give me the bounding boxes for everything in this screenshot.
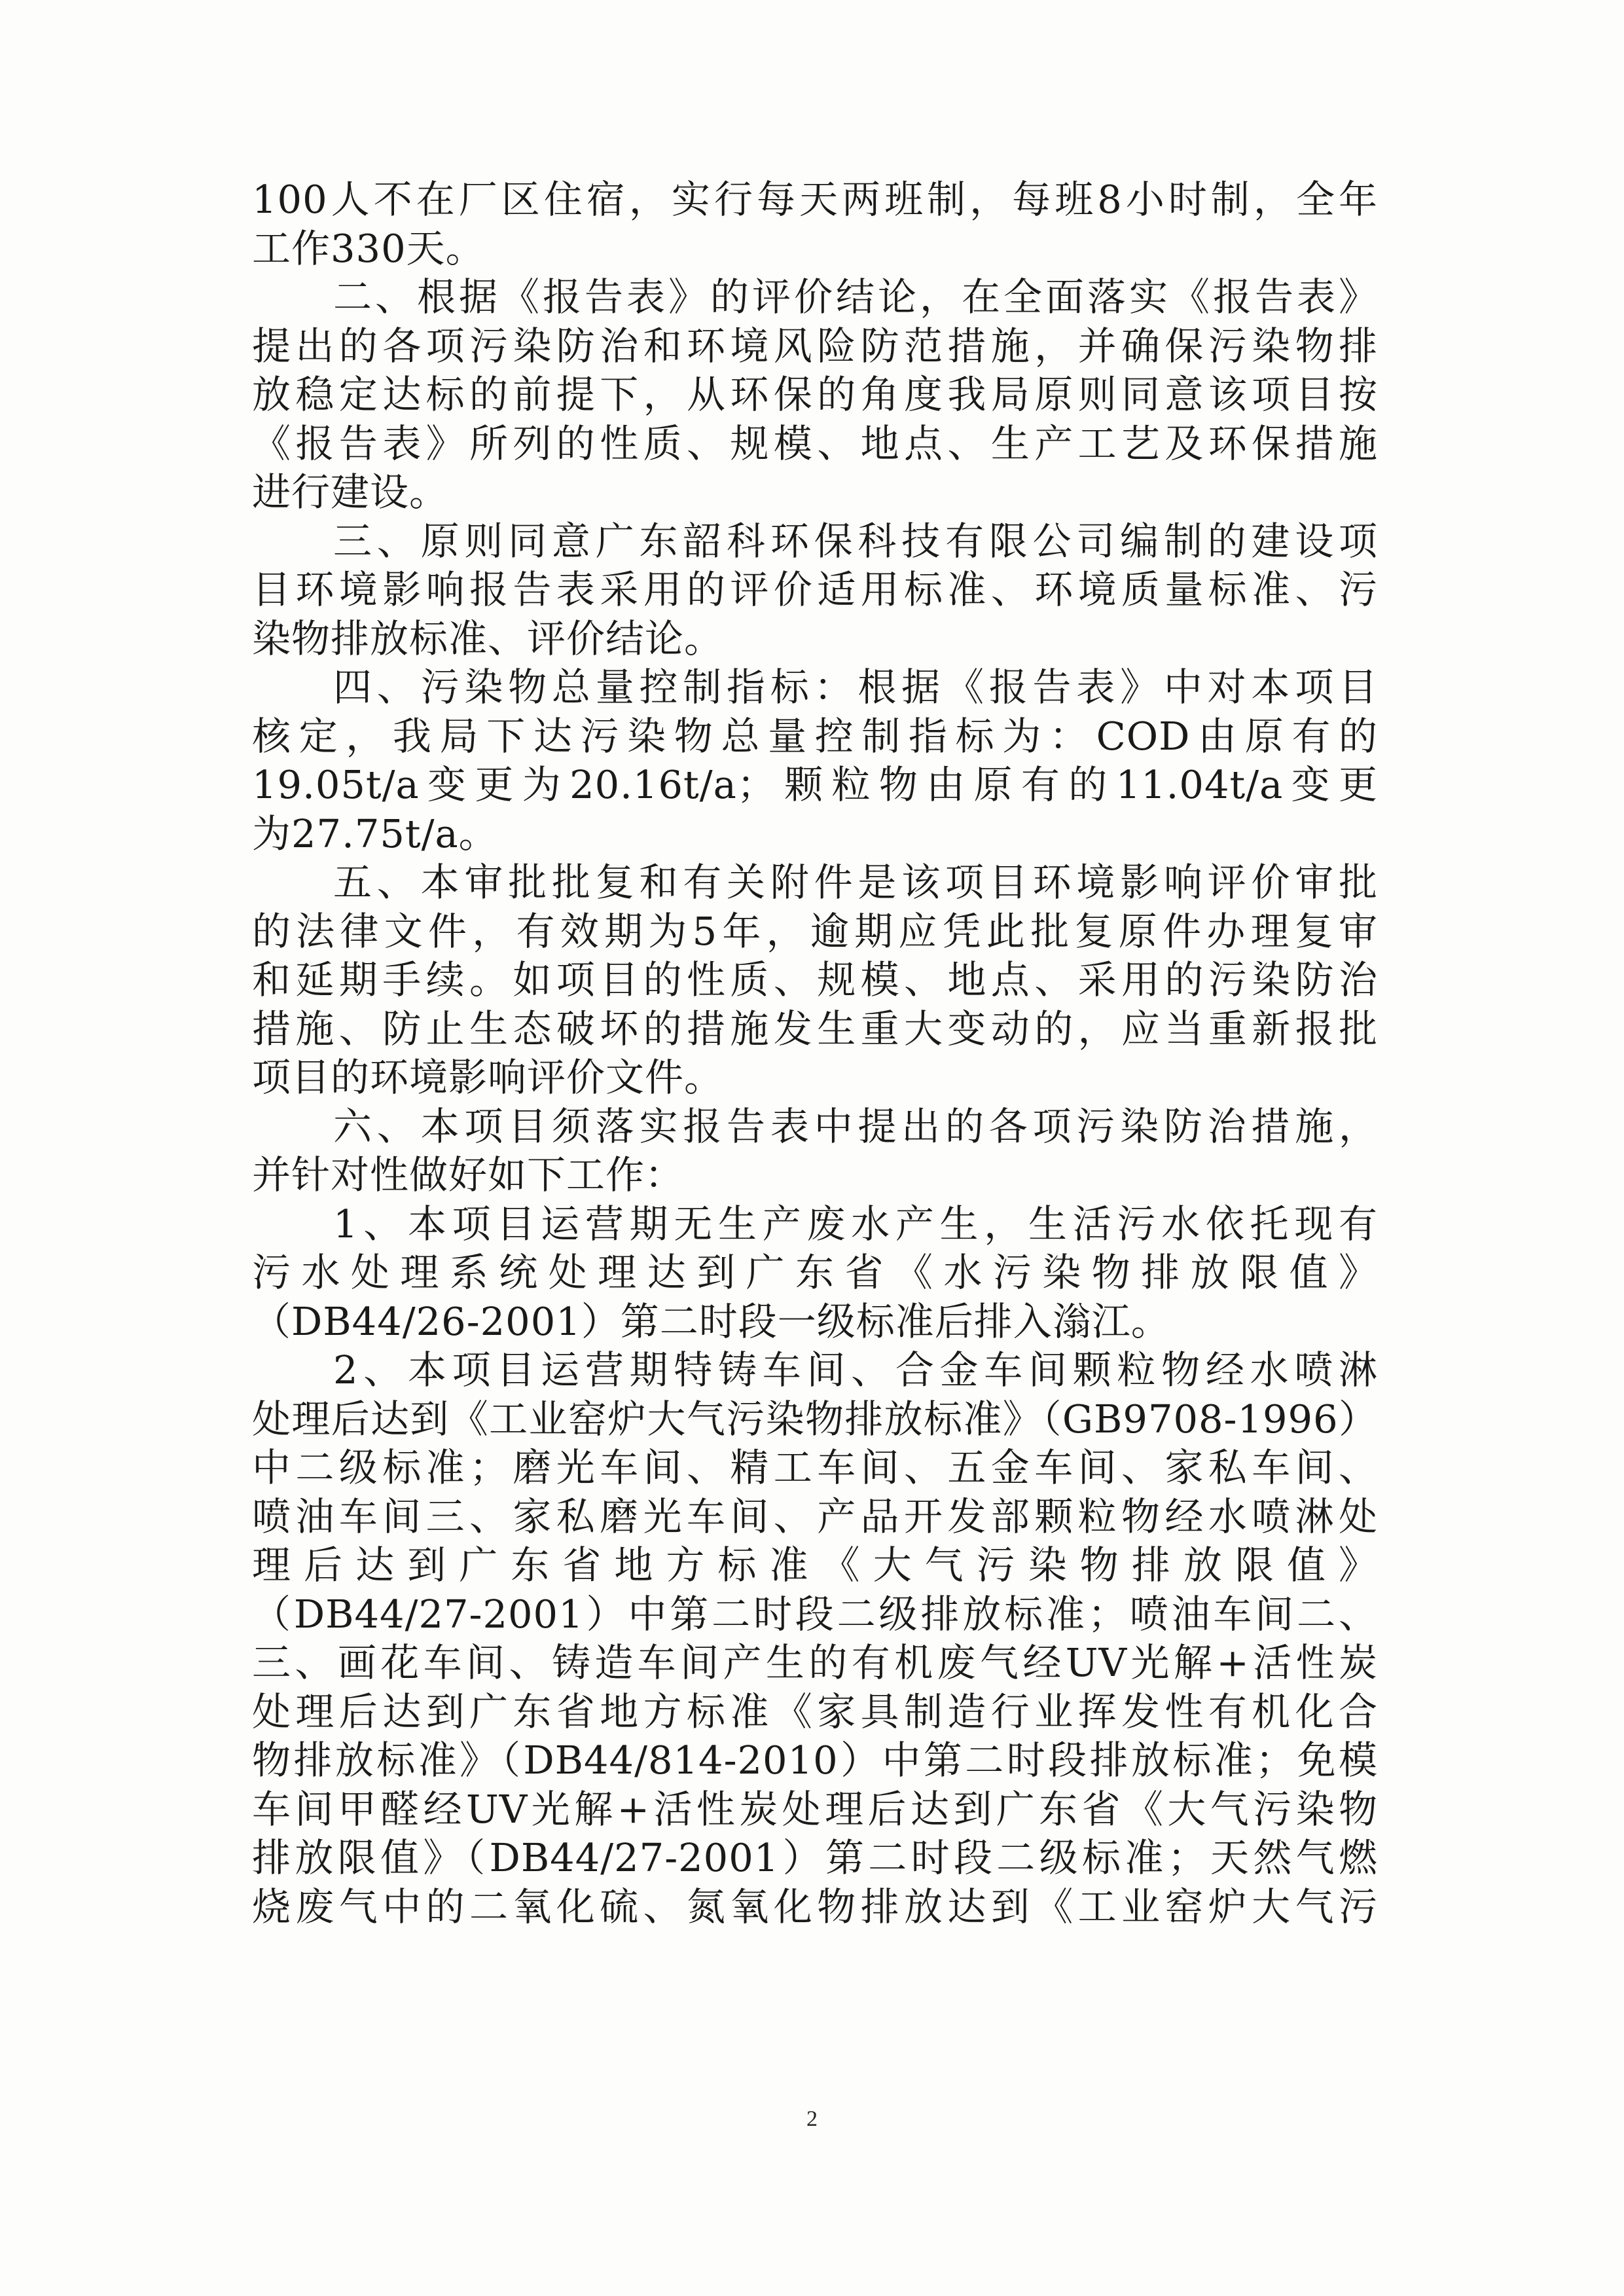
text-line: 《报告表》所列的性质、规模、地点、生产工艺及环保措施 bbox=[252, 420, 1378, 466]
text-line: 工作330天。 bbox=[252, 225, 485, 271]
text-line: 1、本项目运营期无生产废水产生，生活污水依托现有 bbox=[333, 1201, 1378, 1247]
text-line: 二、根据《报告表》的评价结论，在全面落实《报告表》 bbox=[333, 274, 1378, 319]
text-line: 六、本项目须落实报告表中提出的各项污染防治措施， bbox=[333, 1103, 1378, 1149]
text-line: 物排放标准》（DB44/814-2010）中第二时段排放标准；免模 bbox=[252, 1738, 1378, 1783]
text-line: 并针对性做好如下工作： bbox=[252, 1152, 685, 1197]
text-line: 100人不在厂区住宿，实行每天两班制，每班8小时制，全年 bbox=[252, 177, 1378, 222]
text-line: 19.05t/a变更为20.16t/a；颗粒物由原有的11.04t/a变更 bbox=[252, 762, 1378, 807]
text-line: 处理后达到广东省地方标准《家具制造行业挥发性有机化合 bbox=[252, 1688, 1378, 1734]
text-line: 三、画花车间、铸造车间产生的有机废气经UV光解+活性炭 bbox=[252, 1640, 1378, 1685]
text-line: 车间甲醛经UV光解+活性炭处理后达到广东省《大气污染物 bbox=[252, 1786, 1378, 1832]
text-line: 处理后达到《工业窑炉大气污染物排放标准》（GB9708-1996） bbox=[252, 1396, 1378, 1442]
text-line: 目环境影响报告表采用的评价适用标准、环境质量标准、污 bbox=[252, 567, 1378, 612]
text-line: 提出的各项污染防治和环境风险防范措施，并确保污染物排 bbox=[252, 323, 1378, 369]
text-line: 四、污染物总量控制指标：根据《报告表》中对本项目 bbox=[333, 665, 1378, 710]
text-line: 烧废气中的二氧化硫、氮氧化物排放达到《工业窑炉大气污 bbox=[252, 1884, 1378, 1929]
text-line: 放稳定达标的前提下，从环保的角度我局原则同意该项目按 bbox=[252, 372, 1378, 417]
text-line: 2、本项目运营期特铸车间、合金车间颗粒物经水喷淋 bbox=[333, 1347, 1378, 1393]
text-line: 和延期手续。如项目的性质、规模、地点、采用的污染防治 bbox=[252, 957, 1378, 1002]
text-line: （DB44/26-2001）第二时段一级标准后排入滃江。 bbox=[252, 1298, 1170, 1344]
text-line: 核定，我局下达污染物总量控制指标为：COD由原有的 bbox=[252, 713, 1378, 759]
page-number: 2 bbox=[806, 2107, 818, 2131]
text-line: 污水处理系统处理达到广东省《水污染物排放限值》 bbox=[252, 1250, 1378, 1295]
text-line: 三、原则同意广东韶科环保科技有限公司编制的建设项 bbox=[333, 518, 1378, 564]
text-line: 措施、防止生态破坏的措施发生重大变动的，应当重新报批 bbox=[252, 1006, 1378, 1051]
text-line: 五、本审批批复和有关附件是该项目环境影响评价审批 bbox=[333, 860, 1378, 905]
text-line: 中二级标准；磨光车间、精工车间、五金车间、家私车间、 bbox=[252, 1445, 1378, 1490]
text-line: 进行建设。 bbox=[252, 469, 449, 515]
text-line: 理后达到广东省地方标准《大气污染物排放限值》 bbox=[252, 1542, 1378, 1588]
text-line: 项目的环境影响评价文件。 bbox=[252, 1055, 724, 1100]
text-line: 的法律文件，有效期为5年，逾期应凭此批复原件办理复审 bbox=[252, 908, 1378, 954]
text-line: 为27.75t/a。 bbox=[252, 811, 498, 856]
text-line: 排放限值》（DB44/27-2001）第二时段二级标准；天然气燃 bbox=[252, 1835, 1378, 1880]
body-text bbox=[252, 175, 1378, 1931]
text-line: 染物排放标准、评价结论。 bbox=[252, 615, 724, 661]
text-line: （DB44/27-2001）中第二时段二级排放标准；喷油车间二、 bbox=[252, 1591, 1378, 1637]
text-line: 喷油车间三、家私磨光车间、产品开发部颗粒物经水喷淋处 bbox=[252, 1493, 1378, 1539]
